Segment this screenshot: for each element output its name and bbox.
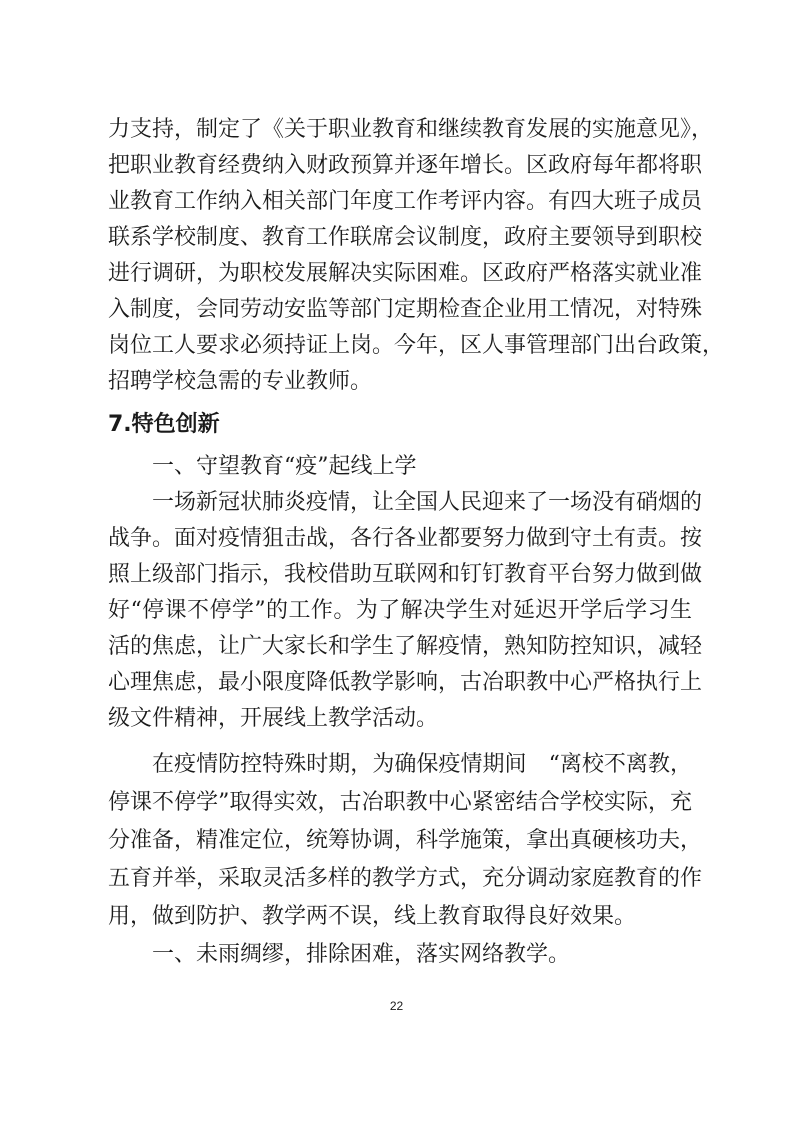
body-text-line: 心理焦虑，最小限度降低教学影响，古冶职教中心严格执行上 xyxy=(108,670,703,695)
subheading: 一、守望教育“疫”起线上学 xyxy=(152,454,417,479)
body-text-line: 岗位工人要求必须持证上岗。今年，区人事管理部门出台政策， xyxy=(108,333,725,358)
body-text-line: 招聘学校急需的专业教师。 xyxy=(108,369,373,394)
body-text-line: 分准备，精准定位，统筹协调，科学施策，拿出真硬核功夫， xyxy=(108,828,703,853)
body-text-line: 用，做到防护、教学两不误，线上教育取得良好效果。 xyxy=(108,904,637,929)
body-text-line: 级文件精神，开展线上教学活动。 xyxy=(108,706,439,731)
page-number: 22 xyxy=(389,999,404,1013)
body-text-line: 进行调研，为职校发展解决实际困难。区政府严格落实就业准 xyxy=(108,261,703,286)
body-text-line: 把职业教育经费纳入财政预算并逐年增长。区政府每年都将职 xyxy=(108,153,703,178)
body-text-line: 力支持，制定了《关于职业教育和继续教育发展的实施意见》， xyxy=(108,117,714,142)
body-text-line: 联系学校制度、教育工作联席会议制度，政府主要领导到职校 xyxy=(108,225,703,250)
body-text-line: 停课不停学”取得实效，古冶职教中心紧密结合学校实际，充 xyxy=(108,790,692,815)
body-text-line: 照上级部门指示，我校借助互联网和钉钉教育平台努力做到做 xyxy=(108,562,703,587)
body-text-line: 战争。面对疫情狙击战，各行各业都要努力做到守土有责。按 xyxy=(108,526,703,551)
body-text-line: 在疫情防控特殊时期，为确保疫情期间 “离校不离教， xyxy=(152,752,692,777)
body-text-line: 活的焦虑，让广大家长和学生了解疫情，熟知防控知识，减轻 xyxy=(108,634,703,659)
body-text-line: 五育并举，采取灵活多样的教学方式，充分调动家庭教育的作 xyxy=(108,866,703,891)
body-text-line: 一场新冠状肺炎疫情，让全国人民迎来了一场没有硝烟的 xyxy=(152,490,703,515)
subheading: 一、未雨绸缪，排除困难，落实网络教学。 xyxy=(152,942,571,967)
section-heading: 7.特色创新 xyxy=(108,412,220,437)
body-text-line: 业教育工作纳入相关部门年度工作考评内容。有四大班子成员 xyxy=(108,189,703,214)
body-text-line: 好“停课不停学”的工作。为了解决学生对延迟开学后学习生 xyxy=(108,598,692,623)
body-text-line: 入制度，会同劳动安监等部门定期检查企业用工情况，对特殊 xyxy=(108,297,703,322)
